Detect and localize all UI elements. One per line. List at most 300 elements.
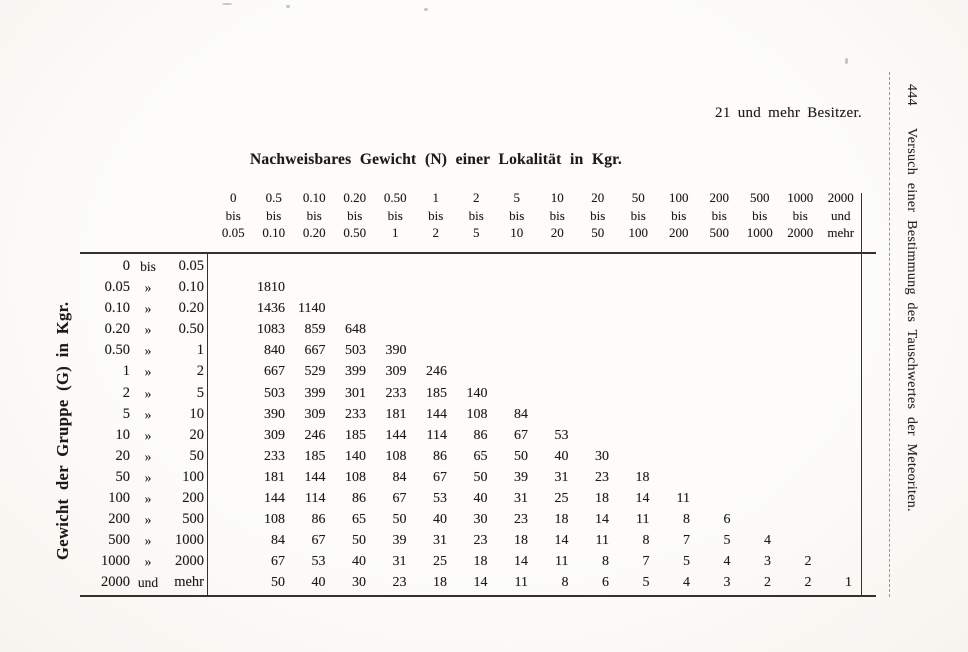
- table-cell: 108: [466, 406, 488, 422]
- table-cell: 309: [264, 427, 285, 443]
- row-label-part: 20: [115, 447, 130, 464]
- table-cell: 86: [473, 427, 488, 443]
- table-cell: [497, 383, 538, 404]
- table-cell: 14: [635, 491, 650, 507]
- table-cell: [821, 383, 862, 404]
- table-cell: 67: [514, 427, 528, 443]
- table-cell: [659, 467, 700, 488]
- table-cell: 503: [345, 343, 366, 359]
- table-cell: [618, 446, 659, 467]
- scan-artifact: [222, 3, 232, 5]
- table-cell: [740, 509, 781, 530]
- table-cell: 67: [433, 469, 447, 485]
- column-header-line: 50: [631, 190, 645, 205]
- table-cell: [740, 277, 781, 298]
- table-cell: 50: [271, 575, 285, 591]
- table-cell: [213, 319, 254, 340]
- table-cell: [294, 277, 335, 298]
- table-cell: [456, 298, 497, 319]
- table-cell: [780, 361, 821, 382]
- table-cell: [416, 319, 457, 340]
- table-cell: [699, 298, 740, 319]
- table-cell: 30: [473, 512, 488, 528]
- table-cell: [821, 530, 862, 551]
- table-cell: 246: [304, 427, 326, 443]
- table-cell: [416, 256, 457, 277]
- column-header-line: 2000: [787, 225, 814, 240]
- column-header: [578, 189, 619, 242]
- table-cell: [780, 425, 821, 446]
- table-cell: [659, 361, 700, 382]
- table-cell: [618, 277, 659, 298]
- table-cell: [618, 340, 659, 361]
- table-cell: [456, 256, 497, 277]
- table-cell: [740, 404, 781, 425]
- table-cell: [497, 361, 538, 382]
- column-header: [537, 189, 578, 242]
- table-cell: [375, 319, 416, 340]
- column-header-line: bis: [428, 207, 444, 223]
- table-cell: [699, 404, 740, 425]
- column-header-line: und: [831, 207, 851, 223]
- table-cell: [659, 298, 700, 319]
- column-header-line: 0.20: [343, 190, 367, 205]
- column-header-line: 100: [628, 225, 648, 240]
- row-label-part: 20: [189, 426, 204, 443]
- table-cell: 23: [473, 533, 488, 549]
- table-cell: 23: [595, 469, 609, 485]
- column-header-line: bis: [387, 207, 403, 223]
- column-header-line: 0.05: [221, 225, 245, 240]
- table-cell: [578, 298, 619, 319]
- table-cell: [821, 467, 862, 488]
- table-cell: [659, 319, 700, 340]
- table-cell: [821, 404, 862, 425]
- table-cell: [780, 488, 821, 509]
- table-cell: [699, 319, 740, 340]
- row-label: [84, 340, 204, 361]
- table-cell: [497, 340, 538, 361]
- table-cell: [578, 340, 619, 361]
- table-cell: 67: [311, 533, 326, 549]
- table-cell: [740, 488, 781, 509]
- row-label-part: 5: [122, 405, 130, 422]
- table-cell: 185: [345, 427, 366, 443]
- table-cell: [659, 383, 700, 404]
- table-cell: 144: [385, 427, 407, 443]
- row-label-part: 50: [115, 468, 130, 485]
- table-cell: [821, 446, 862, 467]
- row-label-part: »: [144, 406, 152, 422]
- column-header-line: mehr: [827, 225, 855, 240]
- table-cell: 39: [514, 469, 528, 485]
- table-cell: [213, 572, 254, 593]
- table-cell: [537, 383, 578, 404]
- table-cell: 185: [426, 385, 447, 401]
- table-cell: 67: [271, 554, 285, 570]
- column-header-line: 10: [510, 225, 524, 240]
- table-cell: 40: [473, 491, 488, 507]
- table-right-rule: [861, 193, 862, 597]
- table-cell: 31: [554, 469, 569, 485]
- table-cell: 14: [473, 575, 488, 591]
- table-cell: 144: [426, 406, 447, 422]
- column-header-line: bis: [509, 207, 525, 223]
- table-cell: 30: [352, 575, 366, 591]
- table-cell: [537, 361, 578, 382]
- table-cell: [578, 404, 619, 425]
- row-label-part: 1: [196, 342, 204, 359]
- table-cell: [213, 446, 254, 467]
- table-cell: [618, 361, 659, 382]
- row-label-part: 0.20: [104, 321, 130, 338]
- table-cell: [375, 256, 416, 277]
- table-cell: 50: [514, 448, 528, 464]
- table-cell: [699, 340, 740, 361]
- row-label-part: 2: [196, 363, 204, 380]
- table-cell: 233: [385, 385, 407, 401]
- table-cell: 6: [602, 575, 609, 591]
- table-cell: [497, 319, 538, 340]
- row-label-part: 10: [115, 426, 130, 443]
- row-label-part: 1000: [175, 532, 204, 549]
- table-cell: [780, 340, 821, 361]
- column-header: [213, 189, 254, 242]
- table-cell: 11: [676, 491, 690, 507]
- table-cell: 309: [385, 364, 407, 380]
- table-cell: 390: [264, 406, 285, 422]
- table-cell: 50: [473, 469, 488, 485]
- row-label-part: 200: [182, 490, 204, 507]
- row-label-part: »: [144, 322, 152, 338]
- table-cell: [537, 298, 578, 319]
- table-cell: 31: [392, 554, 407, 570]
- table-cell: 108: [345, 469, 366, 485]
- page-margin: [903, 84, 919, 512]
- column-header-line: 0.50: [343, 225, 367, 240]
- row-label-part: 0.05: [104, 279, 130, 296]
- table-cell: 84: [514, 406, 528, 422]
- table-cell: [335, 298, 376, 319]
- column-header-line: bis: [347, 207, 363, 223]
- table-cell: [821, 361, 862, 382]
- row-label: [84, 425, 204, 446]
- table-cell: 390: [385, 343, 407, 359]
- table-cell: [740, 467, 781, 488]
- table-cell: [699, 361, 740, 382]
- row-label: [84, 404, 204, 425]
- table-cell: [213, 298, 254, 319]
- row-label: [84, 383, 204, 404]
- table-cell: 309: [304, 406, 326, 422]
- row-label: [84, 488, 204, 509]
- column-header-line: 500: [750, 190, 770, 205]
- table-cell: 86: [433, 448, 447, 464]
- column-header-line: 1: [432, 190, 439, 205]
- table-cell: 233: [264, 448, 285, 464]
- table-cell: [659, 446, 700, 467]
- table-cell: 399: [345, 364, 366, 380]
- table-cell: [537, 404, 578, 425]
- column-header-line: 0: [230, 190, 237, 205]
- table-cell: 39: [392, 533, 407, 549]
- row-label-part: und: [137, 575, 159, 591]
- table-cell: [213, 509, 254, 530]
- row-label-part: 0.10: [178, 279, 204, 296]
- table-cell: 1140: [298, 301, 326, 317]
- column-header-line: bis: [225, 207, 241, 223]
- table-cell: 18: [433, 575, 447, 591]
- table-cell: 40: [352, 554, 366, 570]
- row-label-part: 2: [122, 384, 130, 401]
- table-cell: [497, 298, 538, 319]
- row-label-part: 200: [108, 511, 130, 528]
- table-cell: 246: [426, 364, 447, 380]
- table-cell: [213, 383, 254, 404]
- table-cell: [659, 404, 700, 425]
- column-header-line: 50: [591, 225, 605, 240]
- table-cell: [456, 340, 497, 361]
- row-label-part: »: [144, 385, 152, 401]
- column-header-line: bis: [549, 207, 565, 223]
- data-grid: [213, 256, 861, 594]
- table-cell: [537, 319, 578, 340]
- row-label-part: »: [144, 491, 152, 507]
- row-label-part: 2000: [175, 553, 204, 570]
- table-cell: [456, 277, 497, 298]
- column-header-line: bis: [266, 207, 282, 223]
- table-cell: 23: [514, 512, 528, 528]
- table-cell: [618, 404, 659, 425]
- table-cell: [213, 425, 254, 446]
- table-cell: 140: [466, 385, 488, 401]
- table-cell: 40: [433, 512, 447, 528]
- row-label-part: »: [144, 469, 152, 485]
- table-cell: [740, 340, 781, 361]
- table-cell: [537, 256, 578, 277]
- row-label-part: 1000: [101, 553, 130, 570]
- row-label-part: »: [144, 301, 152, 317]
- table-cell: [537, 277, 578, 298]
- table-cell: [740, 298, 781, 319]
- table-cell: 14: [514, 554, 528, 570]
- column-header-line: 200: [709, 190, 729, 205]
- table-cell: 8: [642, 533, 650, 549]
- table-cell: 11: [555, 554, 569, 570]
- page-number: 444: [904, 84, 919, 106]
- table-cell: 1083: [257, 322, 285, 338]
- column-header: [456, 189, 497, 242]
- row-label: [84, 446, 204, 467]
- column-header-line: bis: [711, 207, 727, 223]
- table-cell: 4: [723, 554, 731, 570]
- table-cell: 185: [304, 448, 326, 464]
- row-label: [84, 361, 204, 382]
- table-cell: 114: [305, 491, 326, 507]
- table-cell: [699, 277, 740, 298]
- column-headers: [213, 189, 861, 242]
- column-header-line: 5: [473, 225, 480, 240]
- table-cell: [780, 509, 821, 530]
- table-cell: [335, 256, 376, 277]
- table-cell: 108: [264, 512, 285, 528]
- table-cell: 503: [264, 385, 285, 401]
- row-label-part: 0: [122, 258, 130, 274]
- header-note: 21 und mehr Besitzer.: [715, 105, 862, 121]
- table-cell: [740, 319, 781, 340]
- column-header-line: 2000: [827, 190, 854, 205]
- table-cell: [416, 340, 457, 361]
- column-header: [375, 189, 416, 242]
- column-header-line: bis: [671, 207, 687, 223]
- column-header-line: bis: [306, 207, 322, 223]
- row-label-divider-rule: [207, 252, 208, 597]
- table-cell: 5: [642, 575, 650, 591]
- column-header: [740, 189, 781, 242]
- table-cell: [416, 298, 457, 319]
- row-label: [84, 530, 204, 551]
- column-header: [497, 189, 538, 242]
- column-header-line: bis: [792, 207, 808, 223]
- table-cell: 108: [385, 448, 407, 464]
- column-header-line: 100: [669, 190, 689, 205]
- row-label-part: 500: [182, 511, 204, 528]
- table-cell: 144: [304, 469, 326, 485]
- table-cell: [780, 383, 821, 404]
- scan-artifact: [286, 5, 290, 8]
- column-header-line: 1000: [787, 190, 814, 205]
- column-header-line: 0.50: [383, 190, 407, 205]
- table-cell: [578, 383, 619, 404]
- table-cell: [659, 256, 700, 277]
- row-label-part: »: [144, 533, 152, 549]
- table-cell: 1: [845, 575, 852, 591]
- table-cell: [821, 319, 862, 340]
- column-header-line: bis: [468, 207, 484, 223]
- table-cell: 67: [392, 491, 407, 507]
- table-cell: [213, 488, 254, 509]
- column-header-line: bis: [752, 207, 768, 223]
- table-cell: [578, 256, 619, 277]
- table-cell: [375, 277, 416, 298]
- table-cell: [740, 446, 781, 467]
- table-cell: [254, 256, 295, 277]
- row-label-part: »: [144, 364, 152, 380]
- table-cell: [780, 530, 821, 551]
- table-cell: 18: [473, 554, 488, 570]
- table-cell: [821, 277, 862, 298]
- column-header: [659, 189, 700, 242]
- column-header-line: 1: [392, 225, 399, 240]
- table-cell: 18: [554, 512, 569, 528]
- table-cell: [618, 298, 659, 319]
- column-header-line: 20: [591, 190, 605, 205]
- table-cell: [416, 277, 457, 298]
- row-label-part: »: [144, 448, 152, 464]
- row-label-part: 0.05: [178, 258, 204, 274]
- table-cell: 50: [392, 512, 407, 528]
- table-cell: 301: [345, 385, 366, 401]
- table-cell: 65: [352, 512, 366, 528]
- table-cell: 84: [392, 469, 407, 485]
- table-cell: 8: [602, 554, 609, 570]
- column-header: [780, 189, 821, 242]
- table-cell: 8: [561, 575, 569, 591]
- row-label: [84, 319, 204, 340]
- table-cell: [456, 361, 497, 382]
- row-label-part: 100: [182, 468, 204, 485]
- table-cell: 233: [345, 406, 366, 422]
- table-cell: [699, 488, 740, 509]
- table-cell: [699, 467, 740, 488]
- table-cell: [578, 425, 619, 446]
- table-cell: 53: [554, 427, 569, 443]
- table-cell: [618, 383, 659, 404]
- table-cell: [618, 425, 659, 446]
- row-label-part: 50: [189, 447, 204, 464]
- table-cell: 4: [764, 533, 771, 549]
- row-label-part: 1: [122, 363, 130, 380]
- row-label-part: »: [144, 427, 152, 443]
- table-cell: [213, 361, 254, 382]
- table-cell: 667: [304, 343, 326, 359]
- table-cell: 40: [554, 448, 569, 464]
- column-header: [294, 189, 335, 242]
- row-label: [84, 509, 204, 530]
- table-cell: 25: [554, 491, 569, 507]
- table-cell: [213, 467, 254, 488]
- table-cell: [659, 425, 700, 446]
- running-title: Versuch einer Bestimmung des Tauschwertes der Meteoriten.: [904, 127, 919, 512]
- table-cell: 53: [311, 554, 326, 570]
- table-cell: [213, 340, 254, 361]
- table-cell: [821, 425, 862, 446]
- table-cell: [780, 446, 821, 467]
- table-cell: [213, 530, 254, 551]
- table-cell: [699, 256, 740, 277]
- column-header-line: 10: [550, 190, 564, 205]
- table-cell: 3: [723, 575, 731, 591]
- table-cell: [578, 277, 619, 298]
- column-header-line: 2: [473, 190, 480, 205]
- table-cell: 18: [595, 491, 609, 507]
- table-cell: [821, 551, 862, 572]
- table-cell: 14: [595, 512, 609, 528]
- table-cell: [537, 340, 578, 361]
- table-cell: 859: [304, 322, 326, 338]
- table-cell: 31: [514, 491, 528, 507]
- margin-divider-line: [889, 72, 890, 597]
- table-cell: [456, 319, 497, 340]
- table-cell: [780, 256, 821, 277]
- row-label: [84, 572, 204, 593]
- table-cell: [740, 256, 781, 277]
- scan-artifact: [424, 8, 428, 11]
- scan-artifact: [845, 58, 848, 64]
- row-label-part: 0.50: [178, 321, 204, 338]
- table-cell: 50: [352, 533, 366, 549]
- table-cell: [659, 277, 700, 298]
- column-header: [416, 189, 457, 242]
- table-cell: [821, 340, 862, 361]
- column-header-line: 0.10: [262, 225, 286, 240]
- row-label-part: 2000: [101, 574, 130, 591]
- column-header-line: 0.20: [302, 225, 326, 240]
- table-cell: 86: [311, 512, 326, 528]
- table-title: Nachweisbares Gewicht (N) einer Lokalität in Kgr.: [250, 151, 622, 168]
- row-label-part: »: [144, 512, 152, 528]
- column-header-line: bis: [630, 207, 646, 223]
